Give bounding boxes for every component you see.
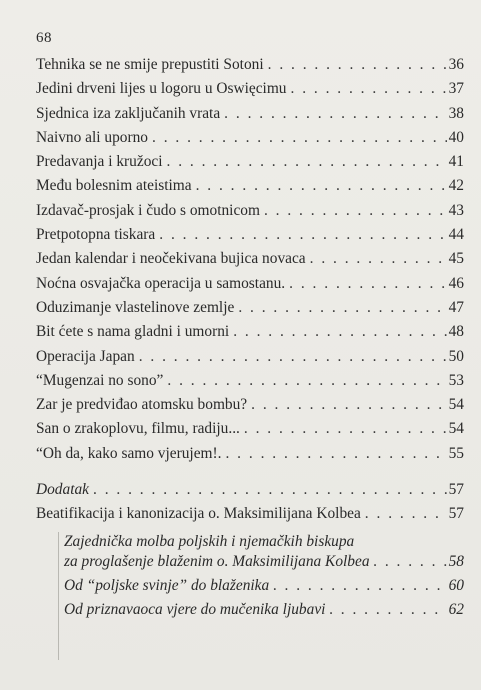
appendix-title: Dodatak: [36, 481, 90, 499]
toc-leader-dots: [273, 577, 446, 595]
toc-leader-dots: [365, 505, 447, 523]
toc-entry-page: 40: [448, 128, 464, 146]
appendix-sub-page: 58: [448, 552, 464, 570]
appendix-sub-title-line1: Zajednička molba poljskih i njemačkih biskupa: [64, 532, 355, 550]
toc-entry-title: Među bolesnim ateistima: [36, 177, 192, 195]
toc-entry-title: Jedan kalendar i neočekivana bujica novaca: [36, 250, 306, 268]
toc-entry: [36, 323, 464, 347]
toc-entry-title: Sjednica iza zaključanih vrata: [36, 104, 221, 122]
toc-entry: [36, 299, 464, 323]
toc-entry-page: 46: [448, 274, 464, 292]
toc-leader-dots: [238, 299, 446, 317]
toc-entry-title: Izdavač-prosjak i čudo s omotnicom: [36, 201, 260, 219]
toc-leader-dots: [224, 105, 446, 123]
toc-entry-title: “Mugenzai no sono”: [36, 371, 164, 389]
toc-entry: [36, 105, 464, 129]
toc-entry-title: Zar je predviđao atomsku bombu?: [36, 396, 248, 414]
section-spacer: [36, 469, 464, 481]
toc-entry-page: 45: [448, 250, 464, 268]
toc-entry-title: Naivno ali uporno: [36, 128, 148, 146]
appendix-sub-page: 60: [448, 576, 464, 594]
appendix-sub-entry: [64, 601, 464, 625]
toc-entry-title: Pretpotopna tiskara: [36, 226, 156, 244]
toc-leader-dots: [167, 153, 447, 171]
toc-entry: [36, 250, 464, 274]
toc-entry: [36, 372, 464, 396]
toc-entry: [36, 275, 464, 299]
toc-entry-title: Bit ćete s nama gladni i umorni: [36, 323, 230, 341]
toc-entry-page: 38: [448, 104, 464, 122]
appendix-sub-entry: [64, 530, 464, 577]
toc-entry-page: 37: [448, 80, 464, 98]
toc-entry-page: 50: [448, 347, 464, 365]
appendix-sub-page: 62: [448, 601, 464, 619]
toc-leader-dots: [289, 275, 446, 293]
toc-leader-dots: [244, 420, 447, 438]
toc-entry-page: 54: [448, 396, 464, 414]
toc-entry-page: 54: [448, 420, 464, 438]
toc-entry: [36, 348, 464, 372]
toc-leader-dots: [225, 445, 446, 463]
toc-entry-page: 43: [448, 201, 464, 219]
toc-entry: [36, 445, 464, 469]
toc-entry-page: 55: [448, 444, 464, 462]
toc-leader-dots: [196, 177, 447, 195]
toc-leader-dots: [291, 80, 447, 98]
appendix-sub-title: Od priznavaoca vjere do mučenika ljubavi: [64, 601, 326, 619]
toc-entry-page: 41: [448, 153, 464, 171]
toc-entry-title: San o zrakoplovu, filmu, radiju...: [36, 420, 240, 438]
appendix-sub-title-line2: za proglašenje blaženim o. Maksimilijana Kolbea: [64, 552, 370, 570]
page-number: 68: [36, 30, 52, 46]
appendix-main-page: 57: [448, 505, 464, 523]
toc-entry-title: Oduzimanje vlastelinove zemlje: [36, 298, 235, 316]
toc-entry-page: 48: [448, 323, 464, 341]
toc-entry-page: 53: [448, 371, 464, 389]
toc-leader-dots: [374, 553, 447, 571]
appendix-sub-title-line2-row: [64, 553, 464, 577]
toc-entry: [36, 177, 464, 201]
toc-entry-page: 47: [448, 298, 464, 316]
toc-entry: [36, 202, 464, 226]
appendix-main-entry: [36, 505, 464, 529]
toc-entry-title: Tehnika se ne smije prepustiti Sotoni: [36, 56, 264, 73]
toc-leader-dots: [329, 601, 446, 619]
vertical-rule: [58, 532, 59, 660]
toc-leader-dots: [310, 250, 447, 268]
toc-entry: [36, 56, 464, 80]
table-of-contents: [36, 56, 464, 626]
toc-entry: [36, 80, 464, 104]
toc-entry-title: “Oh da, kako samo vjerujem!.: [36, 444, 222, 462]
toc-leader-dots: [139, 348, 447, 366]
toc-leader-dots: [233, 323, 446, 341]
toc-entry-page: 36: [448, 56, 464, 73]
appendix-page: 57: [448, 481, 464, 499]
toc-entry: [36, 153, 464, 177]
toc-leader-dots: [93, 481, 447, 499]
toc-entry: [36, 129, 464, 153]
toc-leader-dots: [152, 129, 447, 147]
toc-entry: [36, 420, 464, 444]
toc-entry-page: 44: [448, 226, 464, 244]
toc-entry-page: 42: [448, 177, 464, 195]
appendix-heading: [36, 481, 464, 505]
toc-leader-dots: [268, 56, 447, 74]
toc-leader-dots: [264, 202, 447, 220]
toc-entry-title: Jedini drveni lijes u logoru u Oswięcimu: [36, 80, 287, 98]
appendix-sub-entry: [64, 577, 464, 601]
toc-entry-title: Predavanja i kružoci: [36, 153, 163, 171]
toc-entry-title: Operacija Japan: [36, 347, 135, 365]
toc-leader-dots: [167, 372, 446, 390]
appendix-main-title: Beatifikacija i kanonizacija o. Maksimilijana Kolbea: [36, 505, 361, 523]
appendix-sub-title: Od “poljske svinje” do blaženika: [64, 576, 270, 594]
toc-leader-dots: [159, 226, 446, 244]
toc-entry: [36, 396, 464, 420]
toc-leader-dots: [251, 396, 446, 414]
toc-entry: [36, 226, 464, 250]
toc-entry-title: Noćna osvajačka operacija u samostanu.: [36, 274, 286, 292]
